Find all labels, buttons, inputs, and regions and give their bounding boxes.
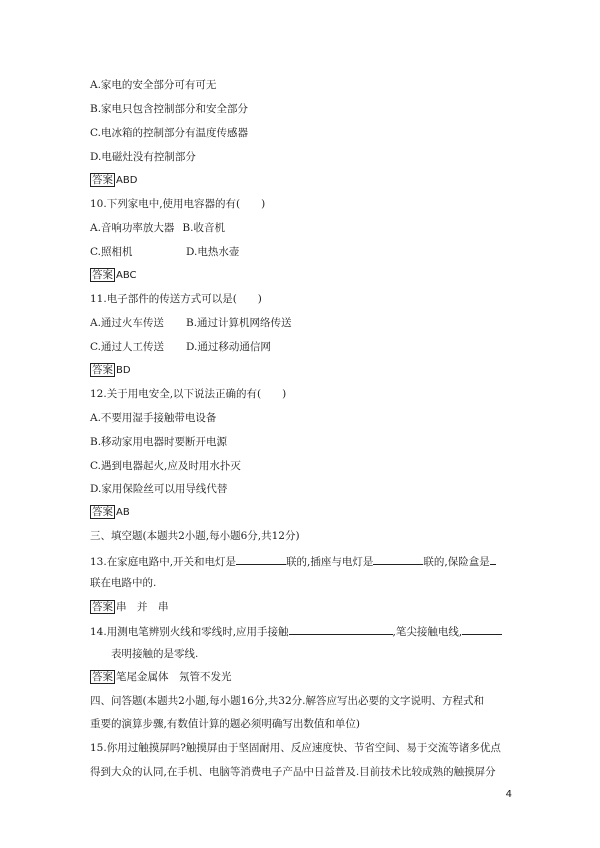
q14-text-1: 14.用测电笔辨别火线和零线时,应用手接触 bbox=[90, 626, 289, 638]
q14-line2: 表明接触的是零线. bbox=[111, 648, 199, 660]
q12-option-c: C.遇到电器起火,应及时用水扑灭 bbox=[90, 460, 241, 472]
q9-option-b: B.家电只包含控制部分和安全部分 bbox=[90, 103, 249, 115]
answer-value: 串 并 串 bbox=[116, 601, 169, 613]
answer-value: BD bbox=[116, 365, 131, 376]
q10-stem: 10.下列家电中,使用电容器的有( ) bbox=[90, 198, 266, 210]
q13-line1 bbox=[90, 553, 496, 569]
fill-blank bbox=[490, 553, 496, 565]
fill-blank bbox=[236, 553, 286, 565]
q10-option-c: C.照相机 bbox=[90, 246, 133, 258]
fill-blank bbox=[462, 623, 502, 635]
answer-value: ABC bbox=[116, 270, 137, 281]
q11-option-a: A.通过火车传送 bbox=[90, 317, 164, 329]
answer-label-box: 答案 bbox=[92, 174, 113, 186]
section-4-heading-line2: 重要的演算步骤,有数值计算的题必须明确写出数值和单位) bbox=[90, 718, 360, 730]
q13-text-1: 13.在家庭电路中,开关和电灯是 bbox=[90, 556, 237, 568]
q11-stem: 11.电子部件的传送方式可以是( ) bbox=[90, 293, 262, 305]
q10-option-d: D.电热水壶 bbox=[186, 246, 240, 258]
q14-answer bbox=[90, 670, 232, 684]
q10-option-b: B.收音机 bbox=[182, 222, 225, 234]
answer-label-box: 答案 bbox=[92, 506, 113, 518]
q13-text-2: 联的,插座与电灯是 bbox=[286, 556, 374, 568]
answer-label-box: 答案 bbox=[92, 364, 113, 376]
q9-answer bbox=[90, 173, 137, 188]
q13-text-3: 联的,保险盒是 bbox=[423, 556, 490, 568]
q12-option-d: D.家用保险丝可以用导线代替 bbox=[90, 483, 228, 495]
section-4-heading-line1: 四、问答题(本题共2小题,每小题16分,共32分.解答应写出必要的文字说明、方程式和 bbox=[90, 695, 485, 707]
q10-options-row2 bbox=[90, 245, 239, 259]
answer-value: 笔尾金属体 氖管不发光 bbox=[116, 671, 232, 683]
answer-value: AB bbox=[116, 507, 130, 518]
q10-option-a: A.音响功率放大器 bbox=[90, 222, 175, 234]
q10-answer bbox=[90, 268, 137, 283]
page-number: 4 bbox=[505, 789, 512, 800]
q11-option-c: C.通过人工传送 bbox=[90, 341, 164, 353]
q14-line1 bbox=[90, 623, 502, 639]
q11-answer bbox=[90, 363, 131, 378]
q11-option-d: D.通过移动通信网 bbox=[186, 341, 271, 353]
q13-line2: 联在电路中的. bbox=[90, 577, 157, 589]
q12-answer bbox=[90, 505, 130, 520]
fill-blank bbox=[373, 553, 423, 565]
answer-label-box: 答案 bbox=[92, 601, 113, 613]
q15-line1: 15.你用过触摸屏吗?触摸屏由于坚固耐用、反应速度快、节省空间、易于交流等诸多优点 bbox=[90, 742, 501, 754]
q12-option-a: A.不要用湿手接触带电设备 bbox=[90, 412, 217, 424]
answer-label-box: 答案 bbox=[92, 269, 113, 281]
fill-blank bbox=[289, 623, 393, 635]
q15-line2: 得到大众的认同,在手机、电脑等消费电子产品中日益普及.目前技术比较成熟的触摸屏分 bbox=[90, 766, 496, 778]
q12-stem: 12.关于用电安全,以下说法正确的有( ) bbox=[90, 388, 287, 400]
q10-options-row1 bbox=[90, 221, 225, 235]
section-3-heading: 三、填空题(本题共2小题,每小题6分,共12分) bbox=[90, 530, 300, 542]
q9-option-c: C.电冰箱的控制部分有温度传感器 bbox=[90, 127, 248, 139]
q9-option-a: A.家电的安全部分可有可无 bbox=[90, 79, 217, 91]
q13-answer bbox=[90, 600, 169, 614]
q11-option-b: B.通过计算机网络传送 bbox=[186, 317, 292, 329]
q11-options-row2 bbox=[90, 340, 271, 354]
answer-label-box: 答案 bbox=[92, 671, 113, 683]
q12-option-b: B.移动家用电器时要断开电源 bbox=[90, 436, 228, 448]
answer-value: ABD bbox=[116, 175, 138, 186]
q9-option-d: D.电磁灶没有控制部分 bbox=[90, 151, 196, 163]
q11-options-row1 bbox=[90, 316, 292, 330]
q14-text-2: ,笔尖接触电线, bbox=[392, 626, 463, 638]
